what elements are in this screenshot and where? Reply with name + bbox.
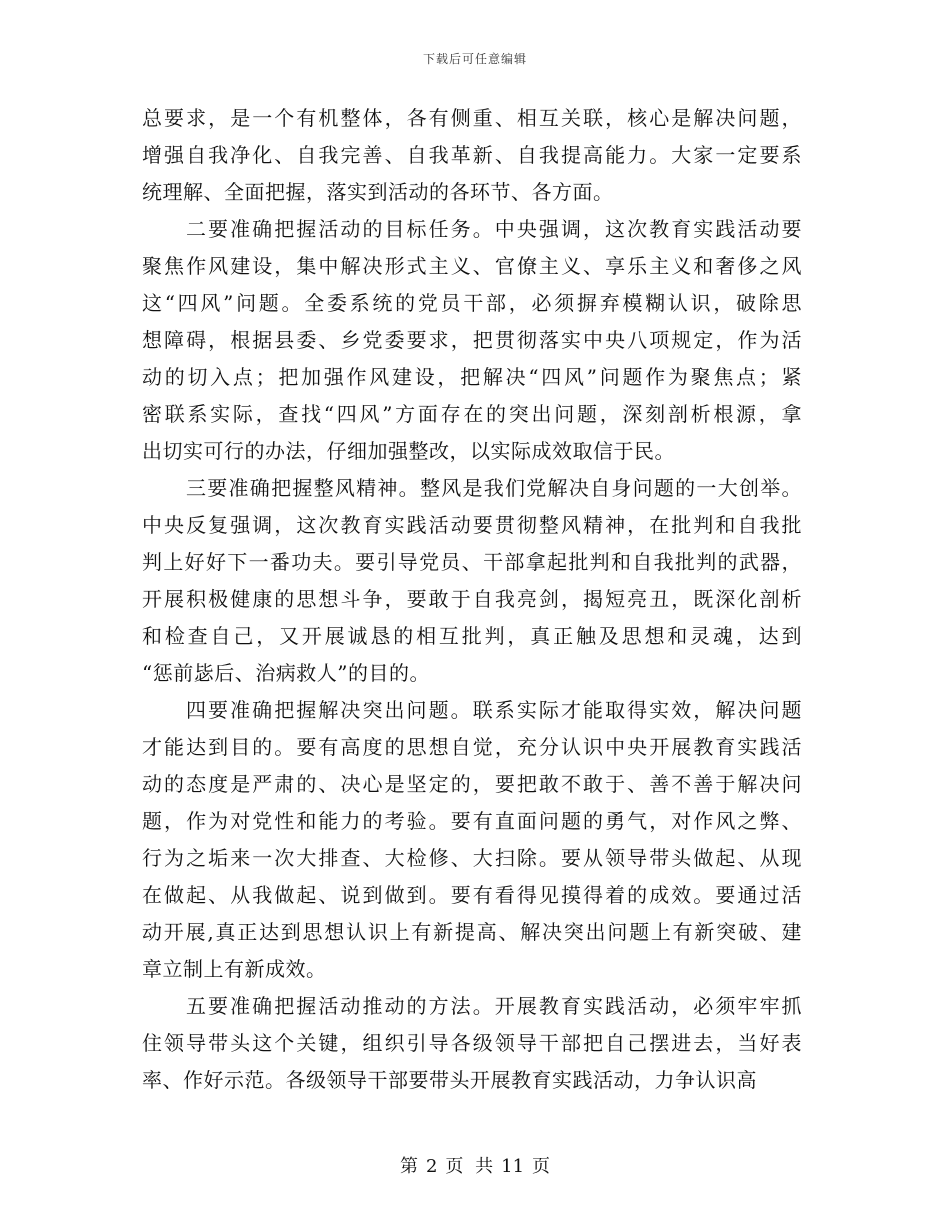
paragraph-2-line: 想障碍，根据县委、乡党委要求，把贯彻落实中央八项规定，作为活 xyxy=(142,328,802,352)
paragraph-4-line: 动开展,真正达到思想认识上有新提高、解决突出问题上有新突破、建 xyxy=(142,920,802,944)
paragraph-2-line: 密联系实际，查找“四风”方面存在的突出问题，深刻剖析根源，拿 xyxy=(142,402,802,426)
paragraph-4-line: 行为之垢来一次大排查、大检修、大扫除。要从领导带头做起、从现 xyxy=(142,846,802,870)
paragraph-4-line: 题，作为对党性和能力的考验。要有直面问题的勇气，对作风之弊、 xyxy=(142,809,802,833)
footer-middle: 页 共 xyxy=(445,1156,494,1177)
paragraph-3-line: 三要准确把握整风精神。整风是我们党解决自身问题的一大创举。 xyxy=(186,476,802,500)
paragraph-2-line: 出切实可行的办法，仔细加强整改，以实际成效取信于民。 xyxy=(142,439,675,463)
paragraph-5-line: 五要准确把握活动推动的方法。开展教育实践活动，必须牢牢抓 xyxy=(186,994,802,1018)
paragraph-1-line: 总要求，是一个有机整体，各有侧重、相互关联，核心是解决问题， xyxy=(142,106,802,130)
paragraph-2-line: 这“四风”问题。全委系统的党员干部，必须摒弃模糊认识，破除思 xyxy=(142,291,802,315)
paragraph-2-line: 动的切入点；把加强作风建设，把解决“四风”问题作为聚焦点；紧 xyxy=(142,365,802,389)
paragraph-4-line: 才能达到目的。要有高度的思想自觉，充分认识中央开展教育实践活 xyxy=(142,735,802,759)
paragraph-4-line: 章立制上有新成效。 xyxy=(142,957,327,981)
paragraph-4-line: 四要准确把握解决突出问题。联系实际才能取得实效，解决问题 xyxy=(186,698,802,722)
footer-suffix: 页 xyxy=(532,1156,551,1177)
paragraph-1-line: 增强自我净化、自我完善、自我革新、自我提高能力。大家一定要系 xyxy=(142,143,802,167)
paragraph-3-line: “惩前毖后、治病救人”的目的。 xyxy=(142,661,430,685)
paragraph-4-line: 动的态度是严肃的、决心是坚定的，要把敢不敢于、善不善于解决问 xyxy=(142,772,802,796)
paragraph-3-line: 判上好好下一番功夫。要引导党员、干部拿起批判和自我批判的武器， xyxy=(142,550,802,574)
paragraph-3-line: 中央反复强调，这次教育实践活动要贯彻整风精神，在批判和自我批 xyxy=(142,513,802,537)
paragraph-2-line: 聚焦作风建设，集中解决形式主义、官僚主义、享乐主义和奢侈之风 xyxy=(142,254,802,278)
paragraph-4-line: 在做起、从我做起、说到做到。要有看得见摸得着的成效。要通过活 xyxy=(142,883,802,907)
page-footer xyxy=(0,1152,950,1178)
footer-page-number: 2 xyxy=(425,1156,438,1177)
paragraph-3-line: 和检查自己，又开展诚恳的相互批判，真正触及思想和灵魂，达到 xyxy=(142,624,802,648)
paragraph-1-line: 统理解、全面把握，落实到活动的各环节、各方面。 xyxy=(142,180,614,204)
paragraph-3-line: 开展积极健康的思想斗争，要敢于自我亮剑，揭短亮丑，既深化剖析 xyxy=(142,587,802,611)
footer-prefix: 第 xyxy=(399,1156,418,1177)
paragraph-2-line: 二要准确把握活动的目标任务。中央强调，这次教育实践活动要 xyxy=(186,217,802,241)
paragraph-5-line: 住领导带头这个关键，组织引导各级领导干部把自己摆进去，当好表 xyxy=(142,1031,802,1055)
footer-total-pages: 11 xyxy=(501,1156,525,1177)
page-header-note: 下载后可任意编辑 xyxy=(422,52,527,66)
paragraph-5-line: 率、作好示范。各级领导干部要带头开展教育实践活动，力争认识高 xyxy=(142,1068,757,1092)
document-body xyxy=(142,100,802,1099)
